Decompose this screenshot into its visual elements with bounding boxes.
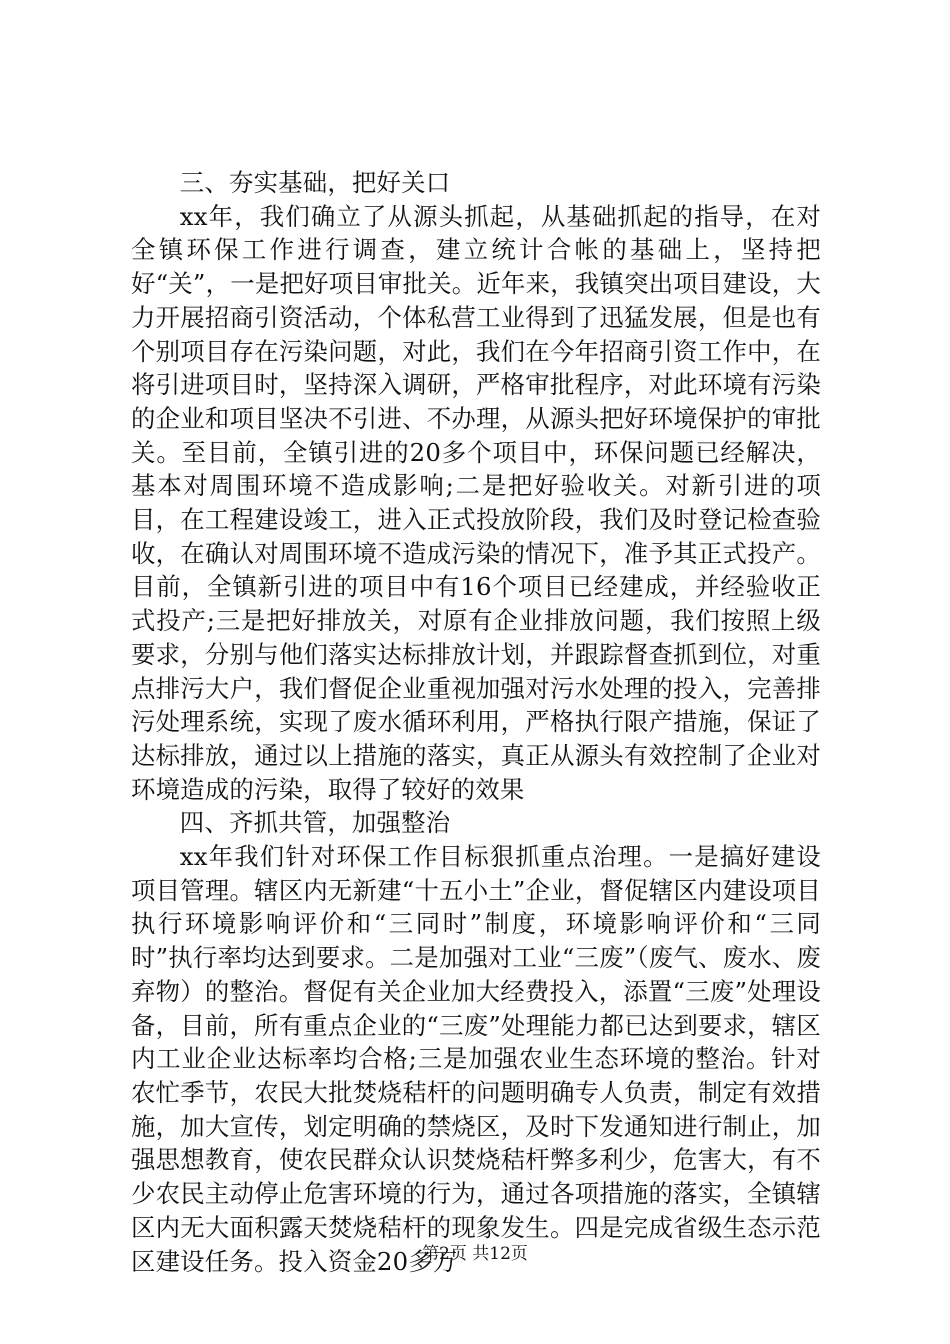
section-paragraph-4: xx年我们针对环保工作目标狠抓重点治理。一是搞好建设项目管理。辖区内无新建“十五小土”企业，督促辖区内建设项目执行环境影响评价和“三同时”制度，环境影响评价和“三同时”执行率均达到要求。二是加强对工业“三废”（废气、废水、废弃物）的整治。督促有关企业加大经费投入，添置“三废”处理设备，目前，所有重点企业的“三废”处理能力都已达到要求，辖区内工业企业达标率均合格;三是加强农业生态环境的整治。针对农忙季节，农民大批焚烧秸杆的问题明确专人负责，制定有效措施，加大宣传，划定明确的禁烧区，及时下发通知进行制止，加强思想教育，使农民群众认识焚烧秸杆弊多利少，危害大，有不少农民主动停止危害环境的行为，通过各项措施的落实，全镇辖区内无大面积露天焚烧秸杆的现象发生。四是完成省级生态示范区建设任务。投入资金20多万	[131, 842, 821, 1276]
section-heading-4: 四、齐抓共管，加强整治	[179, 808, 451, 838]
section-heading-3: 三、夯实基础，把好关口	[179, 168, 451, 197]
page-footer: 第2页 共12页	[422, 1244, 528, 1264]
document-body	[131, 166, 821, 1278]
section-paragraph-3: xx年，我们确立了从源头抓起，从基础抓起的指导，在对全镇环保工作进行调查，建立统计合帐的基础上，坚持把好“关”，一是把好项目审批关。近年来，我镇突出项目建设，大力开展招商引资活动，个体私营工业得到了迅猛发展，但是也有个别项目存在污染问题，对此，我们在今年招商引资工作中，在将引进项目时，坚持深入调研，严格审批程序，对此环境有污染的企业和项目坚决不引进、不办理，从源头把好环境保护的审批关。至目前，全镇引进的20多个项目中，环保问题已经解决，基本对周围环境不造成影响;二是把好验收关。对新引进的项目，在工程建设竣工，进入正式投放阶段，我们及时登记检查验收，在确认对周围环境不造成污染的情况下，准予其正式投产。目前，全镇新引进的项目中有16个项目已经建成，并经验收正式投产;三是把好排放关，对原有企业排放问题，我们按照上级要求，分别与他们落实达标排放计划，并跟踪督查抓到位，对重点排污大户，我们督促企业重视加强对污水处理的投入，完善排污处理系统，实现了废水循环利用，严格执行限产措施，保证了达标排放，通过以上措施的落实，真正从源头有效控制了企业对环境造成的污染，取得了较好的效果	[131, 201, 821, 804]
